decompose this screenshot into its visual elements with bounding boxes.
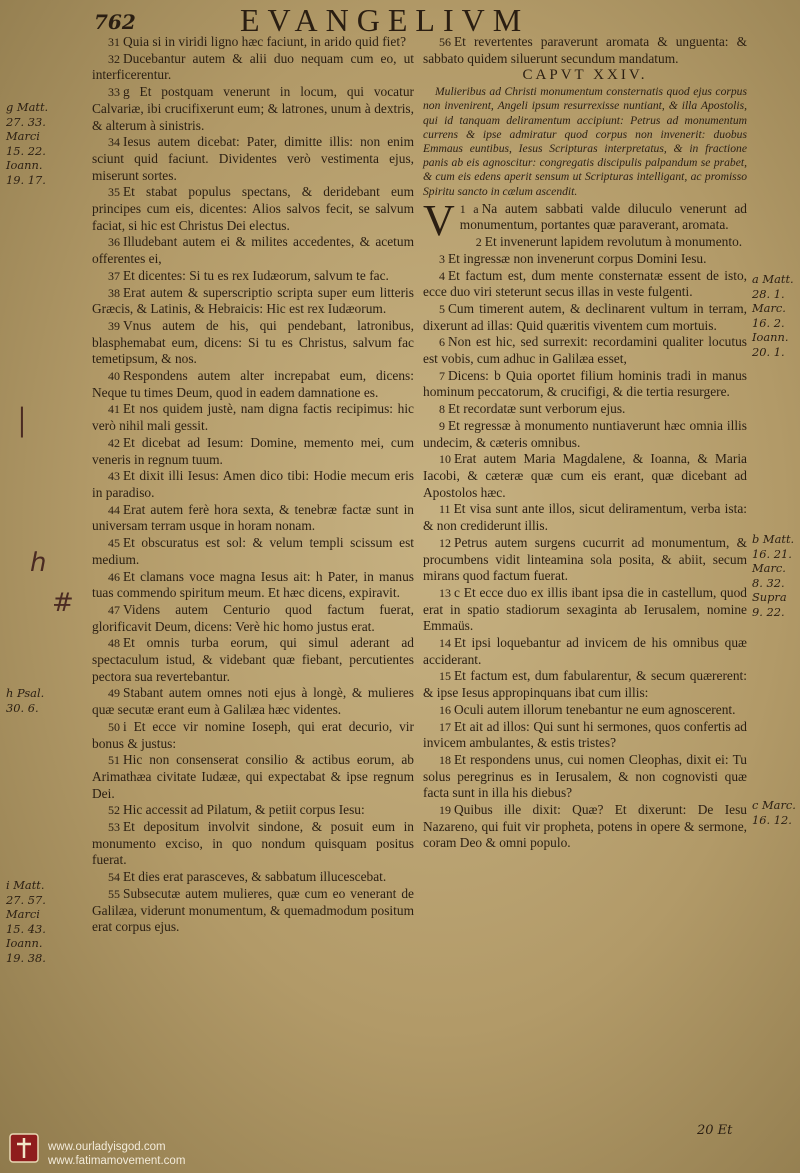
verse: 36 Illudebant autem ei & milites accedentes, & acetum offerentes ei, xyxy=(92,234,414,267)
margin-reference: h Psal. 30. 6. xyxy=(6,686,45,715)
verse: 12 Petrus autem surgens cucurrit ad monumentum, & procumbens vidit linteamina sola posita, & abiit, secum mirans quod factum fuerat. xyxy=(423,534,747,584)
verse: 52 Hic accessit ad Pilatum, & petiit corpus Iesu: xyxy=(108,802,365,818)
verse xyxy=(92,936,414,953)
verse: 16 Oculi autem illorum tenebantur ne eum agnoscerent. xyxy=(439,701,736,717)
catchword: 20 Et xyxy=(697,1123,733,1138)
verse: 44 Erat autem ferè hora sexta, & tenebræ factæ sunt in universam terram usque in horam nonam. xyxy=(92,501,414,534)
verse: 5 Cum timerent autem, & declinarent vultum in terram, dixerunt ad illas: Quid quæritis viventem cum mortuis. xyxy=(423,300,747,333)
verse: 45 Et obscuratus est sol: & velum templi scissum est medium. xyxy=(92,535,414,567)
verse: 14 Et ipsi loquebantur ad invicem de his omnibus quæ acciderant. xyxy=(423,635,747,667)
verse: 32 Ducebantur autem & alii duo nequam cum eo, ut interficerentur. xyxy=(92,50,414,83)
margin-reference: g Matt. 27. 33. Marci 15. 22. Ioann. 19. 17. xyxy=(6,100,49,187)
verse: 39 Vnus autem de his, qui pendebant, latronibus, blasphemabat eum, dicens: Si tu es Christus, salvum fac temetipsum, & nos. xyxy=(92,317,414,367)
handwritten-hash-mark-icon: # xyxy=(52,588,74,618)
verse: 7 Dicens: b Quia oportet filium hominis tradi in manus hominum peccatorum, & crucifigi, & die tertia resurgere. xyxy=(423,367,747,400)
verse: 8 Et recordatæ sunt verborum ejus. xyxy=(439,401,626,417)
handwritten-stroke-icon: │ xyxy=(14,408,30,438)
verse: 42 Et dicebat ad Iesum: Domine, memento mei, cum veneris in regnum tuum. xyxy=(92,434,414,467)
drop-cap: V xyxy=(423,195,455,245)
verse: 38 Erat autem & superscriptio scripta super eum litteris Græcis, & Latinis, & Hebraicis: Hic est rex Iudæorum. xyxy=(92,284,414,317)
verse: 17 Et ait ad illos: Qui sunt hi sermones, quos confertis ad invicem ambulantes, & estis tristes? xyxy=(423,718,747,751)
margin-reference: b Matt. 16. 21. Marc. 8. 32. Supra 9. 22. xyxy=(752,532,795,619)
verse: 34 Iesus autem dicebat: Pater, dimitte illis: non enim sciunt quid faciunt. Dividentes verò vestimenta ejus, miserunt sortes. xyxy=(92,134,414,183)
footer-url: www.ourladyisgod.com xyxy=(48,1141,166,1153)
verse: 15 Et factum est, dum fabularentur, & secum quærerent: & ipse Iesus appropinquans ibat cum illis: xyxy=(423,668,747,701)
verse: 41 Et nos quidem justè, nam digna factis recipimus: hic verò nihil mali gessit. xyxy=(92,401,414,434)
verse: 40 Respondens autem alter increpabat eum, dicens: Neque tu times Deum, quod in eadem damnatione es. xyxy=(92,368,414,400)
verse: 50 i Et ecce vir nomine Ioseph, qui erat decurio, vir bonus & justus: xyxy=(92,718,414,751)
verse: 46 Et clamans voce magna Iesus ait: h Pater, in manus tuas commendo spiritum meum. Et hæc dicens, expiravit. xyxy=(92,568,414,601)
shield-logo-icon xyxy=(8,1132,40,1164)
verse: 31 Quia si in viridi ligno hæc faciunt, in arido quid fiet? xyxy=(108,34,407,49)
verse: 9 Et regressæ à monumento nuntiaverunt hæc omnia illis undecim, & cæteris omnibus. xyxy=(423,417,747,450)
verse: 51 Hic non consenserat consilio & actibus eorum, ab Arimathæa civitate Iudææ, qui expectabat & ipse regnum Dei. xyxy=(92,752,414,801)
chapter-summary: Mulieribus ad Christi monumentum consternatis quod ejus corpus non invenirent, Angeli ipsum resurrexisse nuntiant, & illa Apostolis, qui id tanquam deliramentum accipiunt: Petrus ad monumentum currens & ipse admiratur quod corpus non invenerit: duobus Emmaus euntibus, Iesus Scripturas interpretatus, & in fractione panis ab eis agnoscitur: congregatis discipulis palpandum se prabet, & cum eis edens aperit sensum ut Scripturas intelligant, ac promisso Spiritu sancto in cælum ascendit. xyxy=(423,85,747,198)
verse: 43 Et dixit illi Iesus: Amen dico tibi: Hodie mecum eris in paradiso. xyxy=(92,468,414,500)
left-column xyxy=(92,34,414,953)
chapter-heading: CAPVT XXIV. xyxy=(522,67,648,84)
verse: 54 Et dies erat parasceves, & sabbatum illucescebat. xyxy=(108,869,387,885)
verse: 48 Et omnis turba eorum, qui simul aderant ad spectaculum istud, & videbant quæ fiebant, percutientes pectora sua revertebantur. xyxy=(92,635,414,684)
margin-reference: c Marc. 16. 12. xyxy=(752,798,796,827)
verse: 37 Et dicentes: Si tu es rex Iudæorum, salvum te fac. xyxy=(108,267,389,283)
verse: 55 Subsecutæ autem mulieres, quæ cum eo venerant de Galilæa, viderunt monumentum, & quemadmodum positum erat corpus ejus. xyxy=(92,885,414,935)
verse: 53 Et depositum involvit sindone, & posuit eum in monumento exciso, in quo nondum quisquam positus fuerat. xyxy=(92,819,414,868)
verse: 4 Et factum est, dum mente consternatæ essent de isto, ecce duo viri steterunt secus illas in veste fulgenti. xyxy=(423,267,747,300)
verse: 6 Non est hic, sed surrexit: recordamini qualiter locutus est vobis, cum adhuc in Galilæa esset, xyxy=(423,334,747,367)
right-column xyxy=(423,34,747,852)
verse: 18 Et respondens unus, cui nomen Cleophas, dixit ei: Tu solus peregrinus es in Ierusalem, & non cognovisti quæ facta sunt in illa his diebus? xyxy=(423,751,747,801)
verse: 47 Videns autem Centurio quod factum fuerat, glorificavit Deum, dicens: Verè hic homo justus erat. xyxy=(92,601,414,634)
verse: 3 Et ingressæ non invenerunt corpus Domini Iesu. xyxy=(439,250,707,266)
margin-reference: i Matt. 27. 57. Marci 15. 43. Ioann. 19. 38. xyxy=(6,878,46,965)
running-title: EVANGELIVM xyxy=(240,2,530,38)
verse: 33 g Et postquam venerunt in locum, qui vocatur Calvariæ, ibi crucifixerunt eum; & latrones, unum à dextris, & alterum à sinistris. xyxy=(92,84,414,133)
verse: 35 Et stabat populus spectans, & deridebant eum principes cum eis, dicentes: Alios salvos fecit, se salvum faciat, si hic est Christus Dei electus. xyxy=(92,184,414,233)
handwritten-h-mark-icon: ℎ xyxy=(30,548,47,578)
verse: 49 Stabant autem omnes noti ejus à longè, & mulieres quæ secutæ erant eum à Galilæa hæc videntes. xyxy=(92,685,414,718)
verse: 13 c Et ecce duo ex illis ibant ipsa die in castellum, quod erat in spatio stadiorum sexaginta ab Ierusalem, nomine Emmaüs. xyxy=(423,584,747,634)
margin-reference: a Matt. 28. 1. Marc. 16. 2. Ioann. 20. 1. xyxy=(752,272,794,359)
verse: 1 a V Na autem sabbati valde diluculo venerunt ad monumentum, portantes quæ paraverant, aromata. xyxy=(423,195,747,245)
footer-credits xyxy=(48,1140,185,1168)
verse: 10 Erat autem Maria Magdalene, & Ioanna, & Maria Iacobi, & cæteræ quæ cum eis erant, quæ dicebant ad Apostolos hæc. xyxy=(423,451,747,500)
verse: 11 Et visa sunt ante illos, sicut deliramentum, verba ista: & non crediderunt illis. xyxy=(423,501,747,534)
footer-url: www.fatimamovement.com xyxy=(48,1155,186,1167)
verse: 19 Quibus ille dixit: Quæ? Et dixerunt: De Iesu Nazareno, qui fuit vir propheta, potens in opere & sermone, coram Deo & omni populo. xyxy=(423,802,747,851)
page-number: 762 xyxy=(94,10,136,34)
verse: 2 Et invenerunt lapidem revolutum à monumento. xyxy=(475,234,743,250)
verse: 56 Et revertentes paraverunt aromata & unguenta: & sabbato quidem siluerunt secundum mandatum. xyxy=(423,34,747,66)
